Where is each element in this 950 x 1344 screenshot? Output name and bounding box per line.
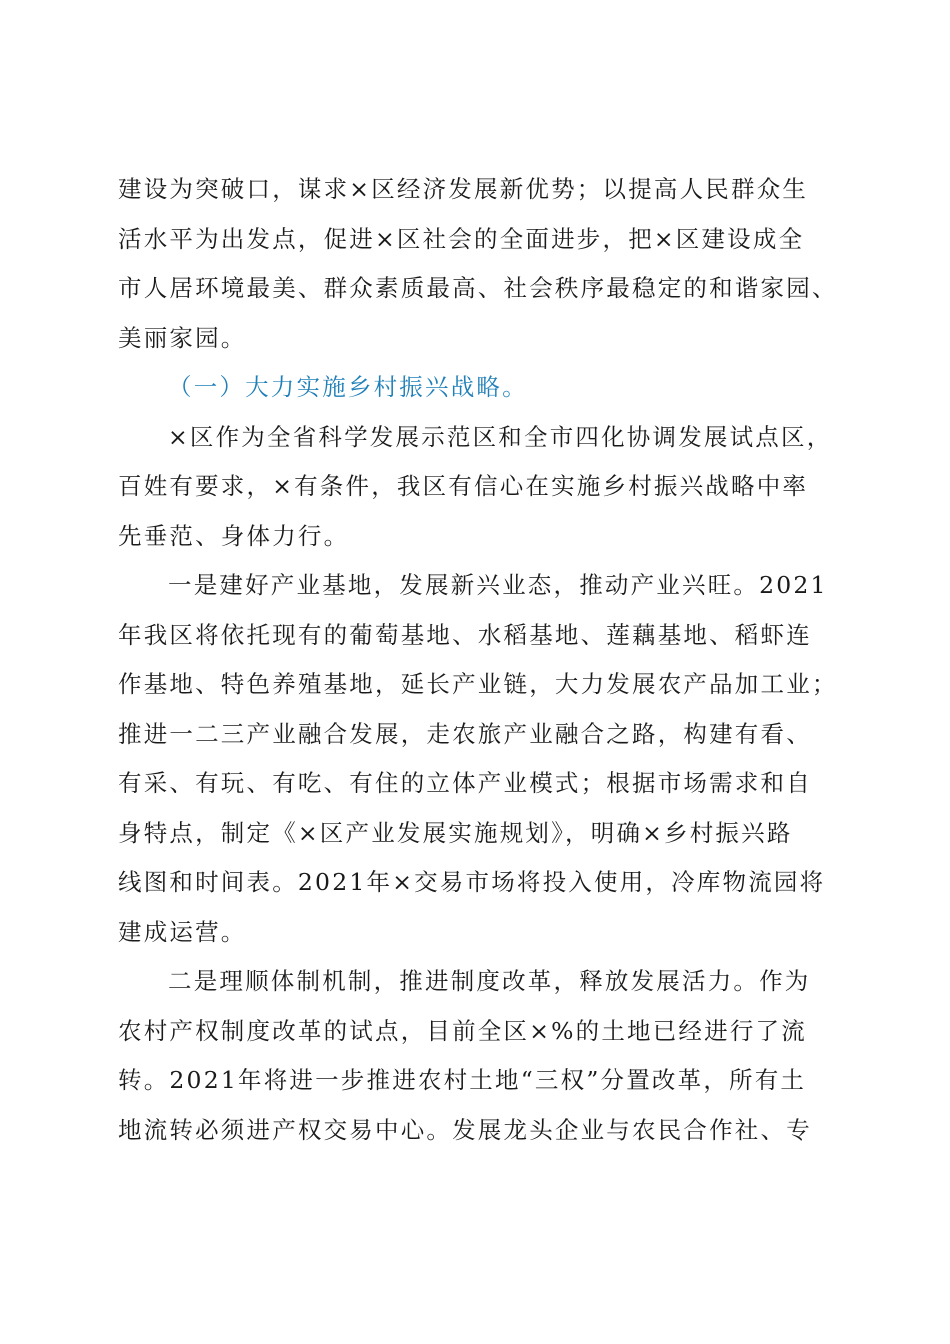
text-line: 二是理顺体制机制，推进制度改革，释放发展活力。作为	[168, 967, 811, 995]
text-line: 美丽家园。	[118, 323, 247, 352]
text-line: 转。2021年将进一步推进农村土地“三权”分置改革，所有土	[118, 1066, 807, 1094]
text-line: 地流转必须进产权交易中心。发展龙头企业与农民合作社、专	[118, 1115, 812, 1144]
paragraph-institutional-reform	[118, 957, 832, 1155]
section-heading	[118, 363, 832, 413]
text-line: ×区作为全省科学发展示范区和全市四化协调发展试点区，	[168, 422, 833, 451]
text-line: 农村产权制度改革的试点，目前全区×%的土地已经进行了流	[118, 1016, 807, 1045]
paragraph-demo-zone	[118, 413, 832, 562]
paragraph-intro	[118, 165, 838, 363]
text-line: 推进一二三产业融合发展，走农旅产业融合之路，构建有看、	[118, 719, 812, 748]
text-line: 作基地、特色养殖基地，延长产业链，大力发展农产品加工业；	[118, 670, 838, 698]
text-line: 市人居环境最美、群众素质最高、社会秩序最稳定的和谐家园、	[118, 274, 838, 302]
text-line: 一是建好产业基地，发展新兴业态，推动产业兴旺。2021	[168, 571, 828, 599]
text-line: 年我区将依托现有的葡萄基地、水稻基地、莲藕基地、稻虾连	[118, 620, 812, 649]
text-line: 建设为突破口，谋求×区经济发展新优势；以提高人民群众生	[118, 175, 809, 203]
text-line: 先垂范、身体力行。	[118, 521, 350, 550]
text-line: 有采、有玩、有吃、有住的立体产业模式；根据市场需求和自	[118, 769, 812, 797]
document-body	[118, 165, 838, 1155]
text-line: 活水平为出发点，促进×区社会的全面进步，把×区建设成全	[118, 224, 805, 253]
text-line: 身特点，制定《×区产业发展实施规划》，明确×乡村振兴路	[118, 818, 793, 847]
paragraph-industry-base	[118, 561, 838, 957]
text-line: 线图和时间表。2021年×交易市场将投入使用，冷库物流园将	[118, 868, 826, 896]
heading-text: （一）大力实施乡村振兴战略。	[168, 373, 528, 401]
text-line: 百姓有要求，×有条件，我区有信心在实施乡村振兴战略中率	[118, 472, 809, 500]
text-line: 建成运营。	[118, 917, 247, 946]
